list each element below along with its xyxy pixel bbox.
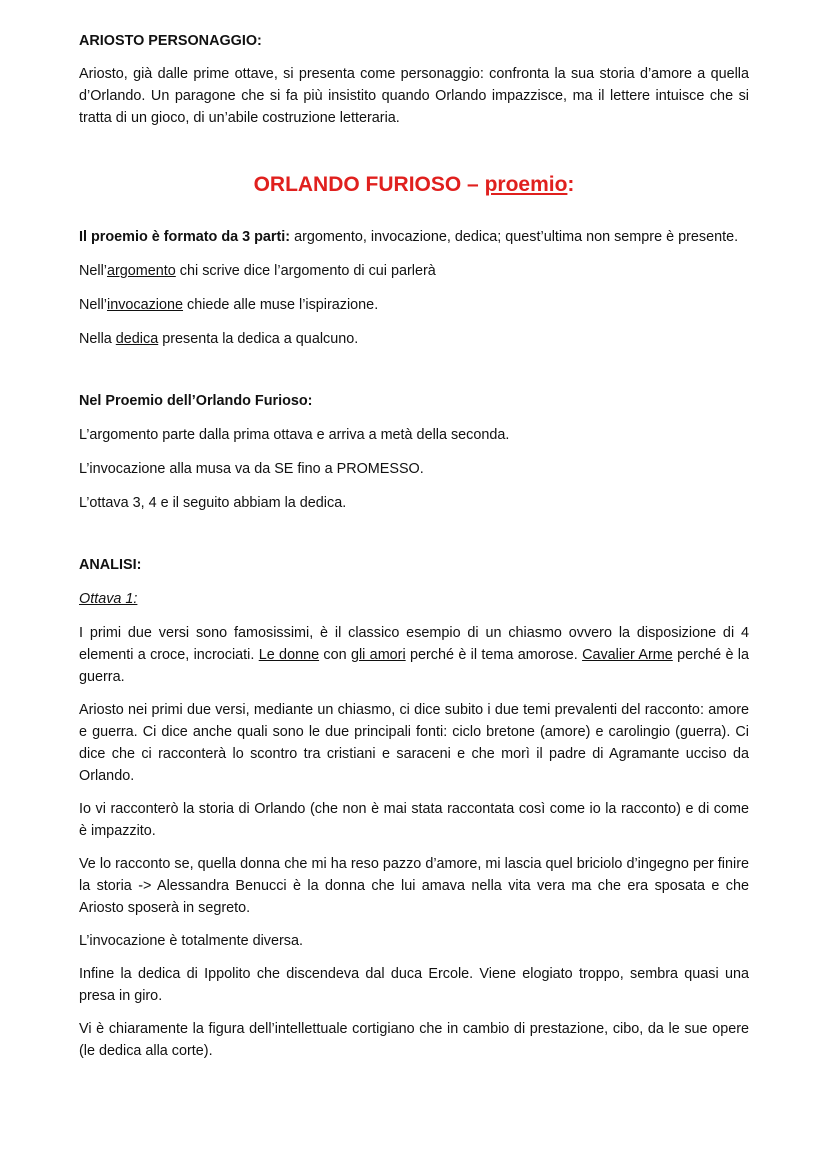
proemio-line-argomento [79,260,749,282]
proemio-line-dedica [79,328,749,350]
text-fragment: chiede alle muse l’ispirazione. [183,297,379,313]
text-fragment: I primi due versi sono famosissimi, è il classico esempio di un chiasmo ovvero la disposizione di 4 elementi a croce, incrociati. [79,625,749,663]
title-underlined: proemio [484,173,568,196]
title-main: ORLANDO FURIOSO – [253,173,485,196]
analisi-paragraph-2: Ariosto nei primi due versi, mediante un chiasmo, ci dice subito i due temi prevalenti del racconto: amore e guerra. Ci dice anche quali sono le due principali fonti: ciclo bretone (amore) e carolingio (guerra). Ci dice che ci racconterà lo scontro tra cristiani e saraceni e che morì il padre di Agramante ucciso da Orlando. [79,702,749,784]
text-fragment: chi scrive dice l’argomento di cui parlerà [175,263,436,279]
text-fragment: perché è il tema amorose. [405,647,583,663]
proemio-intro-bold: Il proemio è formato da 3 parti: [79,229,291,245]
analisi-paragraph-5: L’invocazione è totalmente diversa. [79,933,303,949]
text-fragment: Nella [79,331,116,347]
paragraph-proemio-intro [79,226,749,248]
analisi-paragraph-7: Vi è chiaramente la figura dell’intellettuale cortigiano che in cambio di prestazione, cibo, da le sue opere (le dedica alla corte). [79,1021,749,1059]
underlined-term: argomento [107,263,176,279]
text-fragment: Nell’ [79,297,107,313]
nel-proemio-line-2: L’invocazione alla musa va da SE fino a PROMESSO. [79,461,424,477]
nel-proemio-line-3: L’ottava 3, 4 e il seguito abbiam la dedica. [79,495,347,511]
underlined-term: gli amori [350,647,406,663]
proemio-intro-rest: argomento, invocazione, dedica; quest’ultima non sempre è presente. [290,229,739,245]
subheading-ottava [79,588,749,610]
text-fragment: Nell’ [79,263,107,279]
underlined-term: Le donne [258,647,320,663]
nel-proemio-line-1: L’argomento parte dalla prima ottava e arriva a metà della seconda. [79,427,510,443]
section-heading-ariosto: ARIOSTO PERSONAGGIO: [79,33,262,49]
proemio-line-invocazione [79,294,749,316]
subheading-ottava-text: Ottava 1: [79,591,138,607]
underlined-term: Cavalier Arme [582,647,673,663]
text-fragment: con [319,647,351,663]
section-heading-nel-proemio: Nel Proemio dell’Orlando Furioso: [79,393,313,409]
text-fragment: perché è la guerra. [79,647,749,685]
page-title [79,171,749,199]
analisi-paragraph-1 [79,622,749,688]
analisi-paragraph-4: Ve lo racconto se, quella donna che mi ha reso pazzo d’amore, mi lascia quel briciolo d’ingegno per finire la storia -> Alessandra Benucci è la donna che lui amava nella vita vera ma che era sposata e che Ariosto sposerà in segreto. [79,856,749,916]
title-colon: : [567,173,575,196]
underlined-term: invocazione [107,297,184,313]
analisi-paragraph-6: Infine la dedica di Ippolito che discendeva dal duca Ercole. Viene elogiato troppo, sembra quasi una presa in giro. [79,966,749,1004]
underlined-term: dedica [115,331,159,347]
section-heading-analisi: ANALISI: [79,557,142,573]
analisi-paragraph-3: Io vi racconterò la storia di Orlando (che non è mai stata raccontata così come io la racconto) e di come è impazzito. [79,801,749,839]
paragraph-ariosto: Ariosto, già dalle prime ottave, si presenta come personaggio: confronta la sua storia d’amore a quella d’Orlando. Un paragone che si fa più insistito quando Orlando impazzisce, ma il lettere intuisce che si tratta di un gioco, di un’abile costruzione letteraria. [79,66,749,126]
text-fragment: presenta la dedica a qualcuno. [158,331,359,347]
